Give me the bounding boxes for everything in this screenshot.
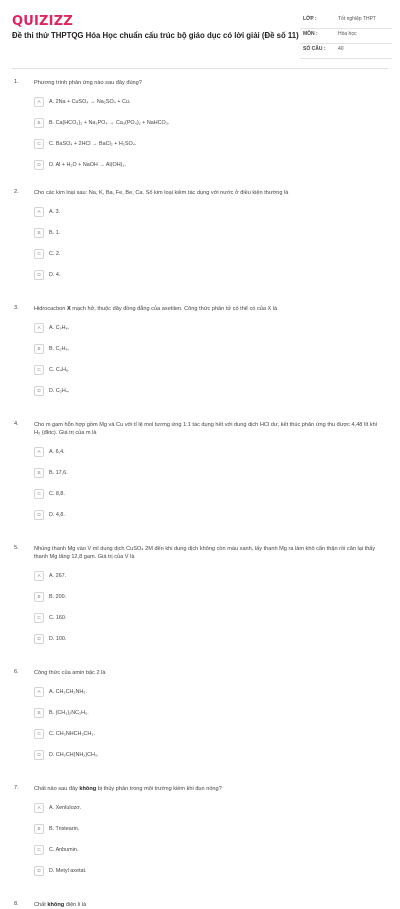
meta-row-class (300, 14, 392, 29)
question-7 (0, 783, 400, 899)
option-b[interactable] (34, 707, 214, 718)
quizizz-logo: QUIZIZZ (12, 14, 73, 29)
option-letter: C (34, 139, 44, 149)
option-text: C. 160. (49, 614, 67, 621)
header-divider (12, 68, 388, 69)
option-text: A. 6,4. (49, 448, 65, 455)
option-text: B. 200. (49, 593, 67, 600)
option-a[interactable] (34, 206, 214, 217)
option-letter: C (34, 729, 44, 739)
option-b[interactable] (34, 823, 214, 834)
option-text: C. 8,8. (49, 490, 65, 497)
meta-key: SỐ CÂU : (303, 46, 326, 52)
option-letter: A (34, 687, 44, 697)
question-text-bold: không (79, 786, 97, 792)
option-letter: A (34, 803, 44, 813)
option-b[interactable] (34, 227, 214, 238)
option-letter: A (34, 323, 44, 333)
question-text-bold: X (66, 306, 71, 312)
question-number: 3. (14, 305, 19, 311)
question-text-part: mạch hở, thuộc dãy đồng đẳng của axetilen. Công thức phân tử có thể có của X là (70, 306, 278, 312)
option-c[interactable] (34, 612, 214, 623)
option-text: C. 2. (49, 250, 61, 257)
question-6 (0, 667, 400, 783)
option-b[interactable] (34, 591, 214, 602)
option-letter: A (34, 571, 44, 581)
option-a[interactable] (34, 446, 214, 457)
question-text (34, 899, 384, 909)
option-letter: A (34, 447, 44, 457)
page-header (0, 0, 400, 60)
option-a[interactable] (34, 96, 214, 107)
option-text: B. (CH₃)₂NC₂H₅. (49, 709, 89, 716)
options (34, 686, 384, 760)
option-text: B. 17,6. (49, 469, 68, 476)
question-text-part: Chất (34, 902, 48, 908)
option-text: B. Tristearin. (49, 825, 80, 832)
option-c[interactable] (34, 138, 214, 149)
meta-table (300, 14, 392, 59)
option-text: C. CH₃NHCH₂CH₃. (49, 730, 96, 737)
options (34, 206, 384, 280)
option-d[interactable] (34, 509, 214, 520)
option-letter: D (34, 270, 44, 280)
question-text: Phương trình phản ứng nào sau đây đúng? (34, 80, 142, 86)
option-d[interactable] (34, 749, 214, 760)
option-letter: D (34, 160, 44, 170)
option-text: C. BaSO₄ + 2HCl → BaCl₂ + H₂SO₄. (49, 140, 137, 147)
option-c[interactable] (34, 248, 214, 259)
option-b[interactable] (34, 467, 214, 478)
option-text: D. C₂H₄. (49, 387, 70, 394)
option-text: A. 3. (49, 208, 61, 215)
option-letter: C (34, 613, 44, 623)
question-text-part: Chất nào sau đây (34, 786, 80, 792)
option-d[interactable] (34, 865, 214, 876)
option-c[interactable] (34, 844, 214, 855)
option-text: D. 4,8. (49, 511, 65, 518)
question-8 (0, 899, 400, 909)
option-letter: D (34, 510, 44, 520)
question-text-part: điện li là (64, 902, 87, 908)
options (34, 570, 384, 644)
option-letter: C (34, 845, 44, 855)
option-letter: B (34, 118, 44, 128)
document-title: Đề thi thử THPTQG Hóa Học chuẩn cấu trúc bộ giáo dục có lời giải (Đề số 11) (12, 31, 299, 40)
meta-key: LỚP : (303, 16, 317, 22)
option-letter: D (34, 750, 44, 760)
question-4 (0, 419, 400, 543)
option-letter: D (34, 866, 44, 876)
option-letter: D (34, 386, 44, 396)
option-letter: D (34, 634, 44, 644)
option-letter: B (34, 228, 44, 238)
option-text: D. CH₃CH(NH₂)CH₃. (49, 751, 99, 758)
option-a[interactable] (34, 686, 214, 697)
meta-value: 40 (338, 46, 344, 52)
option-letter: C (34, 489, 44, 499)
option-d[interactable] (34, 385, 214, 396)
option-text: D. Al + H₂O + NaOH → Al(OH)₃. (49, 161, 127, 168)
option-text: B. Ca(HCO₃)₂ + Na₃PO₄ → Ca₃(PO₄)₂ + NaHCO₃. (49, 119, 170, 126)
option-a[interactable] (34, 322, 214, 333)
question-3 (0, 303, 400, 419)
option-letter: B (34, 592, 44, 602)
option-d[interactable] (34, 633, 214, 644)
question-number: 6. (14, 669, 19, 675)
options (34, 446, 384, 520)
option-text: C. Anbumin. (49, 846, 79, 853)
question-2 (0, 187, 400, 303)
option-c[interactable] (34, 364, 214, 375)
option-d[interactable] (34, 269, 214, 280)
question-number: 1. (14, 79, 19, 85)
question-number: 2. (14, 189, 19, 195)
option-text: A. Xenlulozơ. (49, 804, 82, 811)
option-text: B. 1. (49, 229, 61, 236)
question-text: Công thức của amin bậc 2 là (34, 670, 106, 676)
question-text: Cho các kim loại sau: Na, K, Ba, Fe, Be, Ca. Số kim loại kiềm tác dụng với nước ở điều kiện thường là (34, 190, 289, 196)
question-text-part: bị thủy phân trong môi trường kiềm khi đun nóng? (96, 786, 222, 792)
option-letter: C (34, 249, 44, 259)
question-number: 5. (14, 545, 19, 551)
meta-value: Hóa học (338, 31, 357, 37)
option-text: A. 267. (49, 572, 67, 579)
option-a[interactable] (34, 570, 214, 581)
option-d[interactable] (34, 159, 214, 170)
question-text (34, 303, 384, 313)
option-letter: B (34, 708, 44, 718)
option-b[interactable] (34, 117, 214, 128)
option-letter: A (34, 207, 44, 217)
meta-key: MÔN : (303, 31, 318, 37)
meta-value: Tốt nghiệp THPT (338, 16, 376, 22)
question-number: 8. (14, 901, 19, 907)
question-text: Cho m gam hỗn hợp gồm Mg và Cu với tỉ lệ mol tương ứng 1:1 tác dụng hết với dung dịch HCl dư, kết thúc phản ứng thu được 4,48 lít khí H₂ (đktc). Giá trị của m là (34, 422, 378, 436)
option-letter: B (34, 344, 44, 354)
question-list (0, 77, 400, 909)
option-a[interactable] (34, 802, 214, 813)
question-1 (0, 77, 400, 187)
question-number: 7. (14, 785, 19, 791)
question-text-bold: không (47, 902, 65, 908)
option-letter: B (34, 824, 44, 834)
option-text: D. 4. (49, 271, 61, 278)
option-b[interactable] (34, 343, 214, 354)
option-text: A. 2Na + CuSO₄ → Na₂SO₄ + Cu. (49, 98, 131, 105)
meta-row-subject (300, 29, 392, 44)
options (34, 802, 384, 876)
options (34, 96, 384, 170)
option-c[interactable] (34, 728, 214, 739)
option-c[interactable] (34, 488, 214, 499)
option-text: A. CH₃CH₂NH₂. (49, 688, 87, 695)
option-text: D. 100. (49, 635, 67, 642)
option-letter: C (34, 365, 44, 375)
question-5 (0, 543, 400, 667)
option-text: A. C₃H₆. (49, 324, 70, 331)
question-text (34, 783, 384, 793)
question-text-part: Hidrocacbon (34, 306, 67, 312)
option-letter: A (34, 97, 44, 107)
options (34, 322, 384, 396)
question-text: Nhúng thanh Mg vào V ml dung dịch CuSO₄ 2M đến khi dung dịch không còn màu xanh, lấy thanh Mg ra làm khô cẩn thận rồi cân lại thấy thanh Mg tăng 12,8 gam. Giá trị của V là (34, 546, 376, 560)
question-number: 4. (14, 421, 19, 427)
option-text: B. C₂H₆. (49, 345, 70, 352)
meta-row-count (300, 44, 392, 59)
option-letter: B (34, 468, 44, 478)
option-text: C. C₄H₆. (49, 366, 70, 373)
option-text: D. Metyl axetat. (49, 867, 87, 874)
